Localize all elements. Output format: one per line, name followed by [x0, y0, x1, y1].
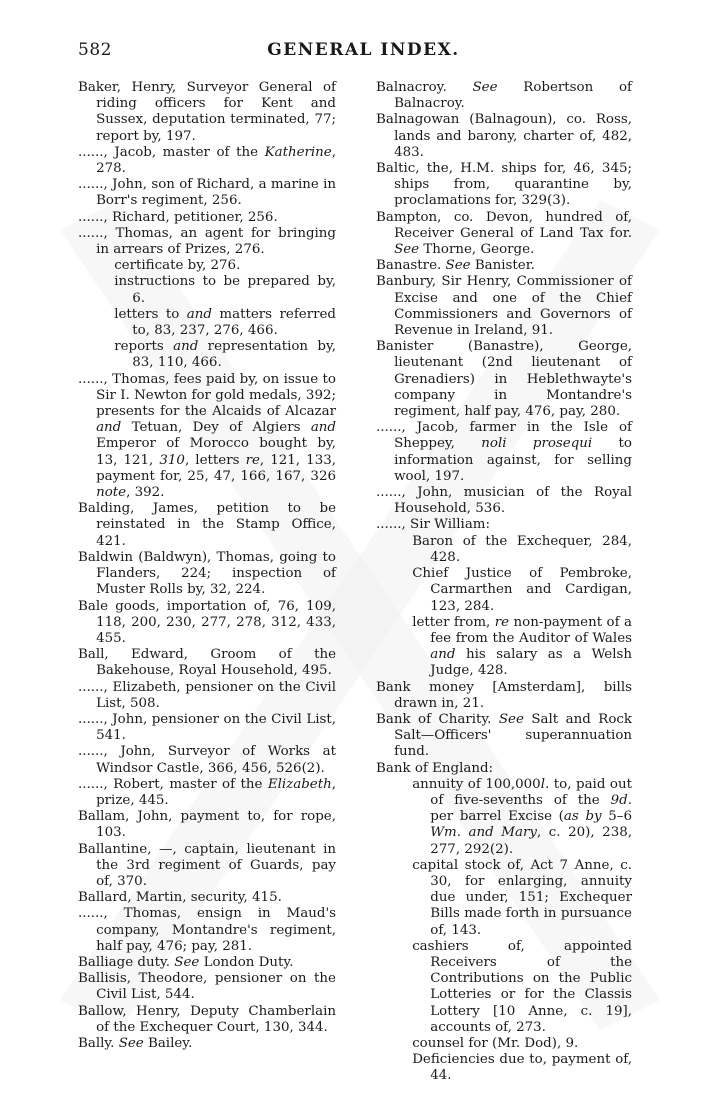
entry-text: and	[430, 647, 456, 663]
entry-text: See	[118, 1035, 144, 1051]
entry-text: Ballow, Henry, Deputy Chamberlain of the Exchequer Court, 130, 344.	[78, 1003, 336, 1035]
index-subentry	[376, 858, 632, 939]
entry-text: matters referred to, 83, 237, 276, 466.	[132, 306, 336, 339]
entry-text: Baker, Henry, Surveyor General of riding officers for Kent and Sussex, deputation terminated, 77; report by, 197.	[78, 80, 336, 144]
entry-text: Banastre.	[376, 258, 446, 274]
entry-text: Banister (Banastre), George, lieutenant (2nd lieutenant of Grenadiers) in Heblethwayte's company in Montandre's regiment, half pay, 476, pay, 280.	[376, 339, 632, 420]
index-subentry	[376, 1052, 632, 1084]
entry-text: Emperor of Morocco bought by, 13, 121,	[96, 436, 336, 468]
entry-text: ......, John, pensioner on the Civil List, 541.	[78, 711, 336, 744]
index-entry	[376, 517, 632, 533]
index-entry	[78, 680, 336, 712]
entry-text: Tetuan, Dey of Algiers	[121, 420, 311, 436]
index-entry	[78, 809, 336, 841]
entry-text: Ballard, Martin, security, 415.	[78, 890, 282, 906]
entry-text: Bally.	[78, 1035, 119, 1051]
index-entry	[78, 550, 336, 599]
entry-text: representation by, 83, 110, 466.	[132, 339, 336, 371]
entry-text: , c. 20), 238, 277, 292(2).	[430, 825, 632, 857]
entry-text: ......, Jacob, farmer in the Isle of Sheppey,	[376, 420, 632, 452]
entry-text: letters to	[114, 306, 187, 322]
index-entry	[78, 210, 336, 226]
entry-text: cashiers of, appointed Receivers of the Contributions on the Public Lotteries or for the Classis Lottery [10 Anne, c. 19], accounts of, 273.	[412, 938, 632, 1035]
entry-text: ......, Sir William:	[376, 517, 491, 533]
index-entry	[78, 1036, 336, 1052]
index-column-left	[78, 80, 336, 1052]
index-entry	[376, 112, 632, 161]
entry-text: Bale goods, importation of, 76, 109, 118, 200, 230, 277, 278, 312, 433, 455.	[78, 598, 336, 646]
entry-text: non-payment of a fee from the Auditor of Wales	[430, 614, 632, 646]
entry-text: Katherine	[264, 144, 332, 160]
index-subentry	[376, 615, 632, 680]
index-entry	[78, 744, 336, 776]
index-entry	[376, 712, 632, 761]
entry-text: capital stock of, Act 7 Anne, c. 30, for enlarging, annuity due under, 151; Exchequer Bills made forth in pursuance of, 143.	[412, 857, 632, 938]
entry-text: London Duty.	[199, 954, 294, 970]
entry-text: 5–6	[601, 809, 632, 825]
entry-text: and	[310, 420, 336, 436]
entry-text: Bank money [Amsterdam], bills drawn in, 21.	[376, 679, 632, 711]
index-entry	[376, 210, 632, 259]
entry-text: Bailey.	[143, 1035, 193, 1051]
entry-text: and	[186, 306, 212, 322]
index-entry	[78, 145, 336, 177]
index-entry	[78, 372, 336, 502]
entry-text: to information against, for selling wool, 197.	[394, 436, 632, 484]
index-column-right	[376, 80, 632, 1085]
index-entry	[78, 971, 336, 1003]
entry-text: Baltic, the, H.M. ships for, 46, 345; ships from, quarantine by, proclamations for, 329(3).	[376, 161, 632, 209]
entry-text: ......, John, Surveyor of Works at Windsor Castle, 366, 456, 526(2).	[78, 744, 336, 776]
entry-text: . to, paid out of five-sevenths of the	[430, 776, 632, 808]
entry-text: Ball, Edward, Groom of the Bakehouse, Royal Household, 495.	[78, 647, 336, 679]
index-entry	[78, 955, 336, 971]
entry-text: , 278.	[96, 144, 336, 177]
entry-text: Balding, James, petition to be reinstated in the Stamp Office, 421.	[78, 501, 336, 549]
entry-text: See	[498, 711, 524, 727]
index-entry	[376, 161, 632, 210]
entry-text: , letters	[184, 452, 246, 468]
index-entry	[78, 777, 336, 809]
index-entry	[78, 599, 336, 648]
index-entry	[78, 501, 336, 550]
entry-text: Deficiencies due to, payment of, 44.	[412, 1052, 632, 1084]
index-subentry	[376, 939, 632, 1036]
entry-text: ......, Elizabeth, pensioner on the Civil List, 508.	[78, 679, 336, 711]
index-entry	[78, 177, 336, 209]
entry-text: 9d	[610, 792, 628, 808]
entry-text: annuity of 100,000	[412, 776, 541, 792]
index-entry	[78, 80, 336, 145]
index-entry	[78, 712, 336, 744]
entry-text: ......, Jacob, master of the	[78, 144, 265, 160]
entry-text: Bank of Charity.	[376, 711, 499, 727]
entry-text: counsel for (Mr. Dod), 9.	[412, 1035, 579, 1051]
index-entry	[78, 890, 336, 906]
entry-text: Ballantine, —, captain, lieutenant in the 3rd regiment of Guards, pay of, 370.	[78, 841, 336, 889]
entry-text: noli prosequi	[481, 436, 593, 452]
entry-text: re	[494, 614, 510, 630]
index-subentry	[78, 258, 336, 274]
entry-text: Salt and Rock Salt—Officers' superannuation fund.	[394, 711, 632, 760]
running-title: GENERAL INDEX.	[267, 40, 460, 60]
entry-text: letter from,	[412, 614, 495, 630]
entry-text: Balliage duty.	[78, 954, 175, 970]
index-subentry	[78, 339, 336, 371]
index-entry	[376, 80, 632, 112]
entry-text: Baron of the Exchequer, 284, 428.	[412, 533, 632, 565]
entry-text: Balnacroy.	[376, 80, 473, 95]
index-entry	[78, 842, 336, 891]
index-subentry	[376, 1036, 632, 1052]
page-number: 582	[78, 40, 112, 60]
index-entry	[376, 420, 632, 485]
entry-text: ......, Thomas, fees paid by, on issue to Sir I. Newton for gold medals, 392; presents for the Alcaids of Alcazar	[78, 371, 336, 420]
entry-text: See	[174, 954, 200, 970]
entry-text: Bampton, co. Devon, hundred of, Receiver General of Land Tax for.	[376, 209, 632, 241]
entry-text: l	[540, 776, 545, 792]
index-entry	[78, 1004, 336, 1036]
index-subentry	[78, 274, 336, 306]
entry-text: Balnagowan (Balnagoun), co. Ross, lands and barony, charter of, 482, 483.	[376, 112, 632, 160]
entry-text: ......, Thomas, an agent for bringing in arrears of Prizes, 276.	[78, 225, 336, 258]
entry-text: ......, Richard, petitioner, 256.	[78, 209, 278, 225]
entry-text: and	[96, 420, 122, 436]
entry-text: ......, John, musician of the Royal Household, 536.	[376, 485, 632, 517]
entry-text: certificate by, 276.	[114, 258, 241, 274]
index-subentry	[376, 534, 632, 566]
entry-text: ......, Thomas, ensign in Maud's company, Montandre's regiment, half pay, 476; pay, 281.	[78, 906, 336, 954]
entry-text: , 121, 133, payment for, 25, 47, 166, 167, 326	[96, 452, 336, 484]
entry-text: and	[173, 339, 199, 355]
entry-text: Chief Justice of Pembroke, Carmarthen and Cardigan, 123, 284.	[412, 566, 632, 614]
entry-text: See	[472, 80, 498, 95]
index-subentry	[376, 777, 632, 858]
entry-text: instructions to be prepared by, 6.	[114, 274, 336, 306]
entry-text: ......, John, son of Richard, a marine in Borr's regiment, 256.	[78, 177, 336, 209]
entry-text: See	[394, 242, 420, 258]
index-entry	[376, 680, 632, 712]
entry-text: Elizabeth	[267, 776, 332, 792]
entry-text: note	[96, 485, 127, 501]
page-header	[78, 40, 649, 70]
index-entry	[78, 906, 336, 955]
entry-text: . per barrel Excise (	[430, 792, 632, 825]
entry-text: Ballam, John, payment to, for rope, 103.	[78, 809, 336, 841]
index-entry	[376, 274, 632, 339]
index-entry	[376, 339, 632, 420]
entry-text: 310	[159, 452, 185, 468]
entry-text: reports	[114, 339, 174, 355]
index-entry	[78, 647, 336, 679]
entry-text: Bank of England:	[376, 760, 494, 776]
entry-text: Baldwin (Baldwyn), Thomas, going to Flanders, 224; inspection of Muster Rolls by, 32, 224.	[78, 549, 336, 598]
entry-text: Ballisis, Theodore, pensioner on the Civil List, 544.	[78, 971, 336, 1003]
entry-text: , 392.	[126, 485, 165, 501]
entry-text: See	[445, 258, 471, 274]
entry-text: , prize, 445.	[96, 776, 336, 808]
index-entry	[376, 258, 632, 274]
index-entry	[376, 761, 632, 777]
entry-text: Thorne, George.	[419, 242, 535, 258]
entry-text: his salary as a Welsh Judge, 428.	[430, 647, 632, 679]
entry-text: ......, Robert, master of the	[78, 776, 268, 792]
index-subentry	[376, 566, 632, 615]
entry-text: Banister.	[470, 258, 535, 274]
entry-text: Wm. and Mary	[430, 825, 537, 841]
index-entry	[376, 485, 632, 517]
entry-text: re	[245, 452, 260, 468]
index-subentry	[78, 307, 336, 339]
entry-text: Robertson of Balnacroy.	[394, 80, 632, 112]
entry-text: as by	[563, 809, 602, 825]
index-entry	[78, 226, 336, 258]
entry-text: Banbury, Sir Henry, Commissioner of Excise and one of the Chief Commissioners and Governors of Revenue in Ireland, 91.	[376, 274, 632, 339]
